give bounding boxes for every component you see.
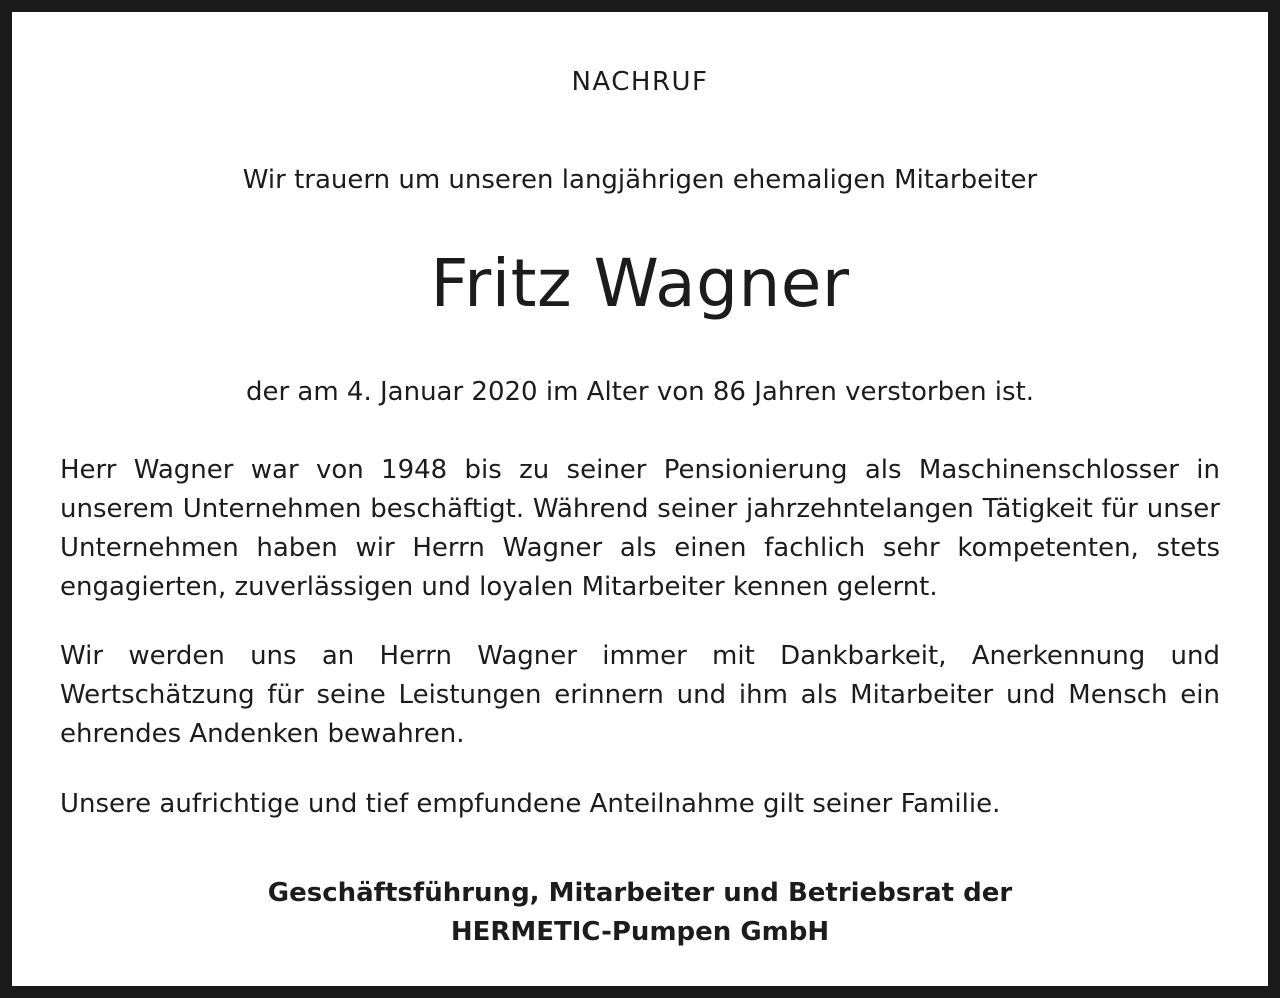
notice-heading: NACHRUF	[571, 67, 709, 97]
signature-block	[60, 874, 1220, 952]
paragraph-remembrance: Wir werden uns an Herrn Wagner immer mit Dankbarkeit, Anerkennung und Wertschätzung für seine Leistungen erinnern und ihm als Mitarbeiter und Mensch ein ehrendes Andenken bewahren.	[60, 641, 1220, 749]
signature-company: HERMETIC-Pumpen GmbH	[450, 917, 830, 947]
paragraph-career: Herr Wagner war von 1948 bis zu seiner Pensionierung als Maschinenschlosser in unserem Unternehmen beschäftigt. Während seiner jahrzehntelangen Tätigkeit für unser Unternehmen haben wir Herrn Wagner als einen fachlich sehr kompetenten, stets engagierten, zuverlässigen und loyalen Mitarbeiter kennen gelernt.	[60, 455, 1220, 602]
signature-line-1: Geschäftsführung, Mitarbeiter und Betriebsrat der	[267, 878, 1013, 908]
intro-line: Wir trauern um unseren langjährigen ehemaligen Mitarbeiter	[242, 165, 1038, 195]
deceased-name: Fritz Wagner	[430, 245, 850, 322]
death-info-line: der am 4. Januar 2020 im Alter von 86 Jahren verstorben ist.	[245, 377, 1035, 407]
paragraph-condolence: Unsere aufrichtige und tief empfundene Anteilnahme gilt seiner Familie.	[60, 789, 1001, 819]
